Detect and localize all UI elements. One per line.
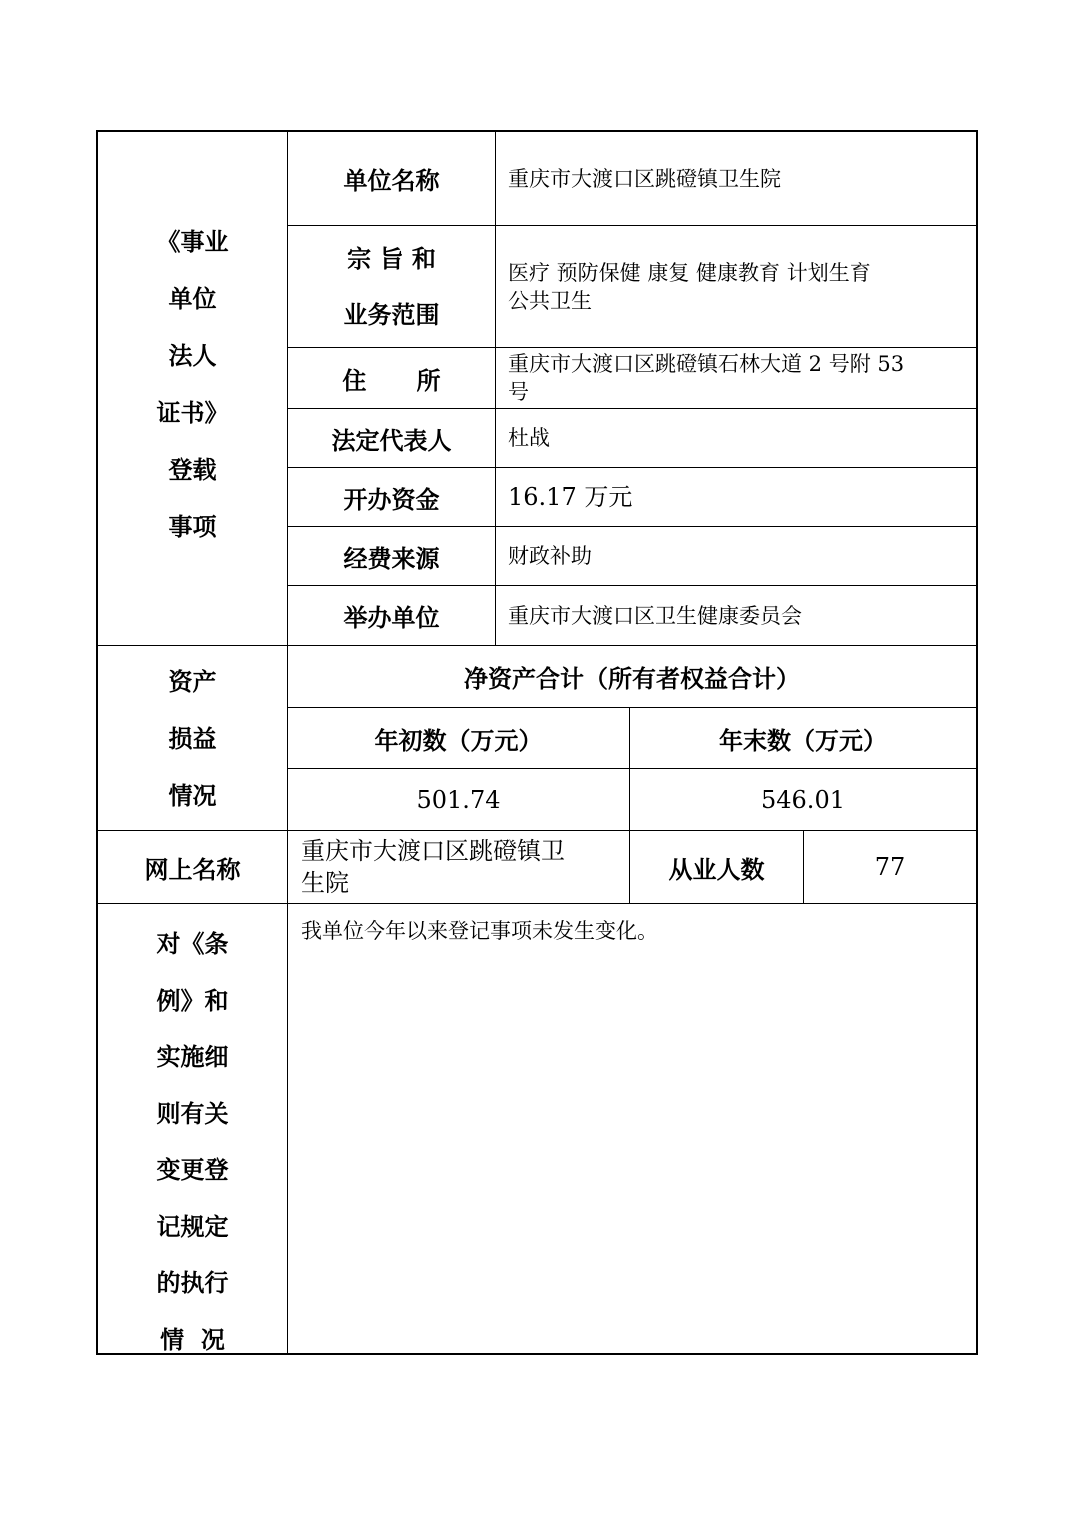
grid-line [495, 132, 496, 645]
title-line: 单位 [168, 284, 217, 313]
online-name-label: 网上名称 [144, 854, 241, 884]
year-end-header: 年末数（万元） [719, 725, 887, 755]
purpose-scope-label: 宗 旨 和 业务范围 [343, 243, 440, 329]
title-line: 法人 [168, 341, 217, 370]
unit-name-label: 单位名称 [343, 166, 440, 195]
compliance-content: 我单位今年以来登记事项未发生变化。 [301, 919, 658, 943]
title-line: 事项 [168, 512, 217, 541]
year-start-value: 501.74 [416, 785, 501, 814]
purpose-scope-value: 医疗 预防保健 康复 健康教育 计划生育 公共卫生 [508, 260, 871, 313]
title-line: 《事业 [156, 227, 229, 256]
title-line: 登载 [168, 455, 217, 484]
net-assets-header: 净资产合计（所有者权益合计） [464, 664, 800, 693]
legal-representative-label: 法定代表人 [331, 425, 452, 455]
startup-fund-label: 开办资金 [343, 484, 440, 514]
year-end-value: 546.01 [761, 785, 845, 814]
funding-source-label: 经费来源 [343, 543, 440, 573]
legal-representative-value: 杜战 [508, 426, 550, 450]
assets-section-title: 资产 损益 情况 [168, 666, 217, 810]
sponsor-unit-label: 举办单位 [343, 603, 440, 632]
address-label: 住 所 [342, 365, 441, 395]
staff-count-value: 77 [874, 853, 906, 881]
registration-table [96, 130, 978, 1355]
startup-fund-value: 16.17 万元 [508, 483, 633, 511]
title-line: 证书》 [156, 398, 229, 427]
certificate-items-title [98, 224, 287, 544]
year-start-header: 年初数（万元） [374, 725, 543, 755]
sponsor-unit-value: 重庆市大渡口区卫生健康委员会 [508, 603, 802, 628]
online-name-value: 重庆市大渡口区跳磴镇卫 生院 [301, 837, 565, 897]
regulation-compliance-title: 对《条 例》和 实施细 则有关 变更登 记规定 的执行 情 况 [156, 929, 229, 1354]
unit-name-value: 重庆市大渡口区跳磴镇卫生院 [508, 166, 781, 191]
staff-count-label: 从业人数 [668, 854, 765, 884]
address-value: 重庆市大渡口区跳磴镇石林大道 2 号附 53 号 [508, 352, 905, 404]
funding-source-value: 财政补助 [508, 544, 592, 568]
